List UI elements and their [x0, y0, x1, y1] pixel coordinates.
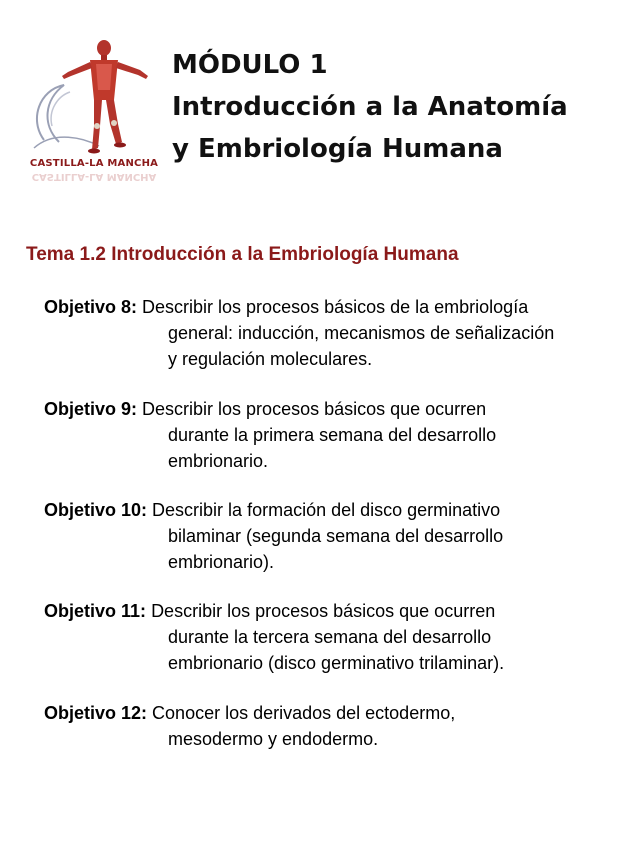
topic-heading: Tema 1.2 Introducción a la Embriología Humana	[26, 244, 459, 265]
objective-text: Describir los procesos básicos que ocurren	[151, 601, 496, 621]
objective-label: Objetivo 10:	[44, 500, 148, 520]
objective-text: embrionario).	[168, 552, 275, 572]
objective-text: Conocer los derivados del ectodermo,	[152, 703, 456, 723]
module-title-line-3: y Embriología Humana	[172, 134, 503, 164]
objective-text: y regulación moleculares.	[168, 349, 373, 369]
objective-text: general: inducción, mecanismos de señalización	[168, 323, 555, 343]
module-title-line-2: Introducción a la Anatomía	[172, 92, 568, 122]
logo-text-reflection: CASTILLA-LA MANCHA	[31, 171, 157, 182]
objective-text: Describir la formación del disco germinativo	[152, 500, 501, 520]
objective-label: Objetivo 12:	[44, 703, 148, 723]
objective-12	[44, 700, 624, 752]
module-title	[172, 44, 612, 170]
anatomy-figure-icon	[24, 30, 164, 160]
objective-label: Objetivo 9:	[44, 399, 138, 419]
module-title-line-1: MÓDULO 1	[172, 50, 328, 80]
objective-text: bilaminar (segunda semana del desarrollo	[168, 526, 504, 546]
objective-text: durante la primera semana del desarrollo	[168, 425, 497, 445]
objective-label: Objetivo 8:	[44, 297, 138, 317]
objective-label: Objetivo 11:	[44, 601, 147, 621]
objective-9	[44, 396, 624, 474]
objective-8	[44, 294, 624, 372]
objective-text: embrionario (disco germinativo trilaminar).	[168, 653, 505, 673]
objective-text: embrionario.	[168, 451, 269, 471]
objective-text: durante la tercera semana del desarrollo	[168, 627, 492, 647]
logo-text: CASTILLA-LA MANCHA	[29, 158, 159, 169]
castilla-la-mancha-logo	[24, 30, 164, 190]
objective-text: mesodermo y endodermo.	[168, 729, 379, 749]
objective-text: Describir los procesos básicos que ocurren	[142, 399, 487, 419]
objective-11	[44, 598, 624, 676]
objective-text: Describir los procesos básicos de la embriología	[142, 297, 529, 317]
objective-10	[44, 497, 624, 575]
